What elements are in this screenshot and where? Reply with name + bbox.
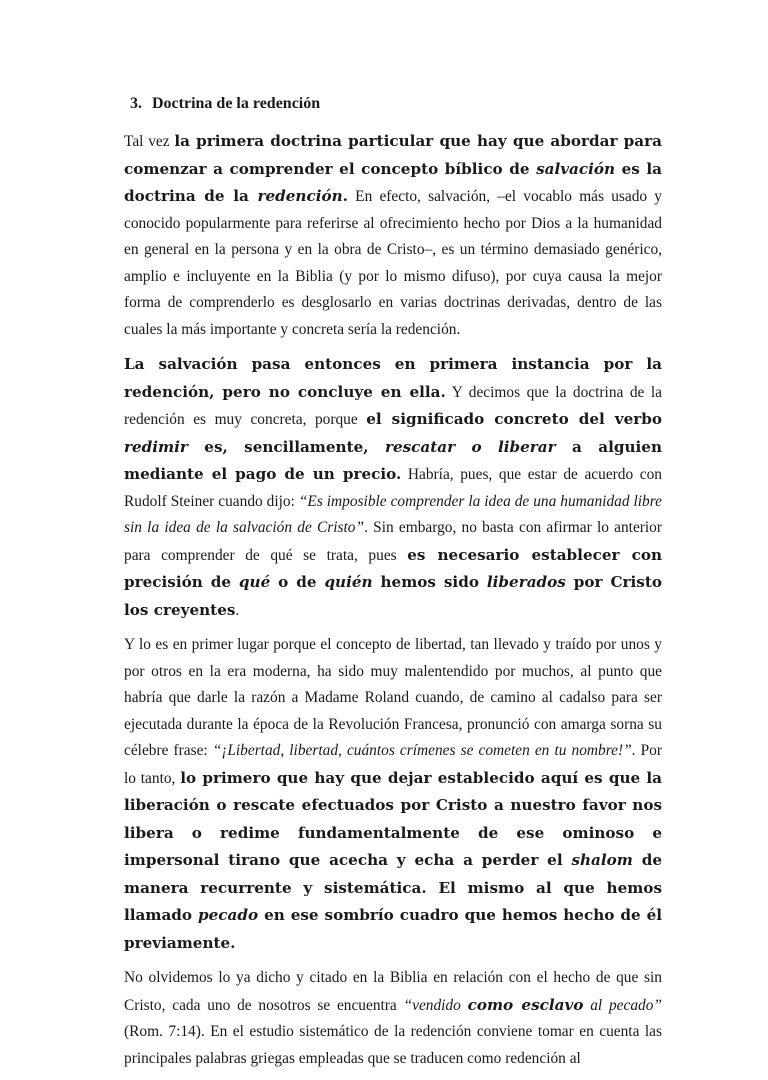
text-run: . <box>342 187 348 205</box>
text-run: como esclavo <box>467 995 584 1014</box>
text-run: el significado concreto del verbo <box>366 410 662 428</box>
text-run: “vendido <box>403 996 468 1014</box>
text-run: es la doctrina de la <box>124 159 662 205</box>
text-run: Y decimos que la doctrina de la redención es muy concreta, porque <box>124 383 662 428</box>
text-run: lo primero que hay que dejar establecido aquí es que la liberación o rescate efectuados por Cristo a nuestro favor nos libera o redime fundamentalmente de ese ominoso e impersonal tirano que acecha y echa a perder el <box>124 768 662 869</box>
text-run: a alguien mediante el pago de un precio. <box>124 437 662 483</box>
paragraph-2 <box>124 351 662 624</box>
text-run: Habría, pues, que estar de acuerdo con Rudolf Steiner cuando dijo: <box>124 466 662 510</box>
text-run: es, sencillamente, <box>187 437 385 456</box>
text-run: en ese sombrío cuadro que hemos hecho de él previamente. <box>124 906 662 952</box>
text-run: . <box>235 601 240 619</box>
text-run: salvación <box>536 159 616 178</box>
text-run: quién <box>324 573 373 591</box>
text-run: Tal vez <box>124 133 175 150</box>
text-run: es necesario establecer con precisión de <box>124 545 662 591</box>
text-run: redención <box>257 187 343 205</box>
paragraph-3 <box>124 632 662 957</box>
text-run: Y lo es en primer lugar porque el concepto de libertad, tan llevado y traído por unos y por otros en la era moderna, ha sido muy malentendido por muchos, al punto que habría que darle la razón a Madame Roland cuando, de camino al cadalso para ser ejecutada durante la época de la Revolución Francesa, pronunció con amarga sorna su célebre frase: <box>124 636 662 759</box>
text-run: hemos sido <box>372 573 487 591</box>
text-run: por Cristo los creyentes <box>124 573 662 619</box>
text-run: rescatar o liberar <box>384 437 556 456</box>
text-run: . Por lo tanto, <box>124 742 662 787</box>
text-run: (Rom. 7:14). En el estudio sistemático de la redención conviene tomar en cuenta las principales palabras griegas empleadas que se traducen como redención al <box>124 1023 662 1067</box>
text-run: liberados <box>486 573 566 591</box>
paragraph-1 <box>124 128 662 343</box>
text-run: o de <box>270 573 325 591</box>
text-run: la primera doctrina particular que hay que abordar para comenzar a comprender el concepto bíblico de <box>124 132 662 178</box>
text-run: pecado <box>198 906 259 924</box>
text-run: shalom <box>571 851 633 869</box>
text-run: No olvidemos lo ya dicho y citado en la Biblia en relación con el hecho de que sin Cristo, cada uno de nosotros se encuentra <box>124 969 662 1014</box>
text-run: “Es imposible comprender la idea de una humanidad libre sin la idea de la salvación de Cristo” <box>124 492 662 536</box>
section-heading <box>130 92 662 116</box>
text-run: “¡Libertad, libertad, cuántos crímenes se cometen en tu nombre!” <box>212 742 632 759</box>
text-run: En efecto, salvación, –el vocablo más usado y conocido popularmente para referirse al ofrecimiento hecho por Dios a la humanidad en general en la persona y en la obra de Cristo–, es un término demasiado genérico, amplio e incluyente en la Biblia (y por lo mismo difuso), por cuya causa la mejor forma de comprenderlo es desglosarlo en varias doctrinas derivadas, dentro de las cuales la más importante y concreta sería la redención. <box>124 188 662 338</box>
paragraph-4 <box>124 965 662 1072</box>
document-page <box>124 92 662 1080</box>
section-title: Doctrina de la redención <box>152 95 321 112</box>
text-run: al pecado” <box>583 996 662 1014</box>
text-run: de manera recurrente y sistemática. El mismo al que hemos llamado <box>124 851 662 924</box>
section-number: 3. <box>130 95 142 112</box>
text-run: qué <box>238 573 271 591</box>
text-run: . Sin embargo, no basta con afirmar lo anterior para comprender de qué se trata, pues <box>124 519 662 564</box>
text-run: La salvación pasa entonces en primera instancia por la redención, pero no concluye en ella. <box>124 355 662 401</box>
text-run: redimir <box>124 437 188 456</box>
